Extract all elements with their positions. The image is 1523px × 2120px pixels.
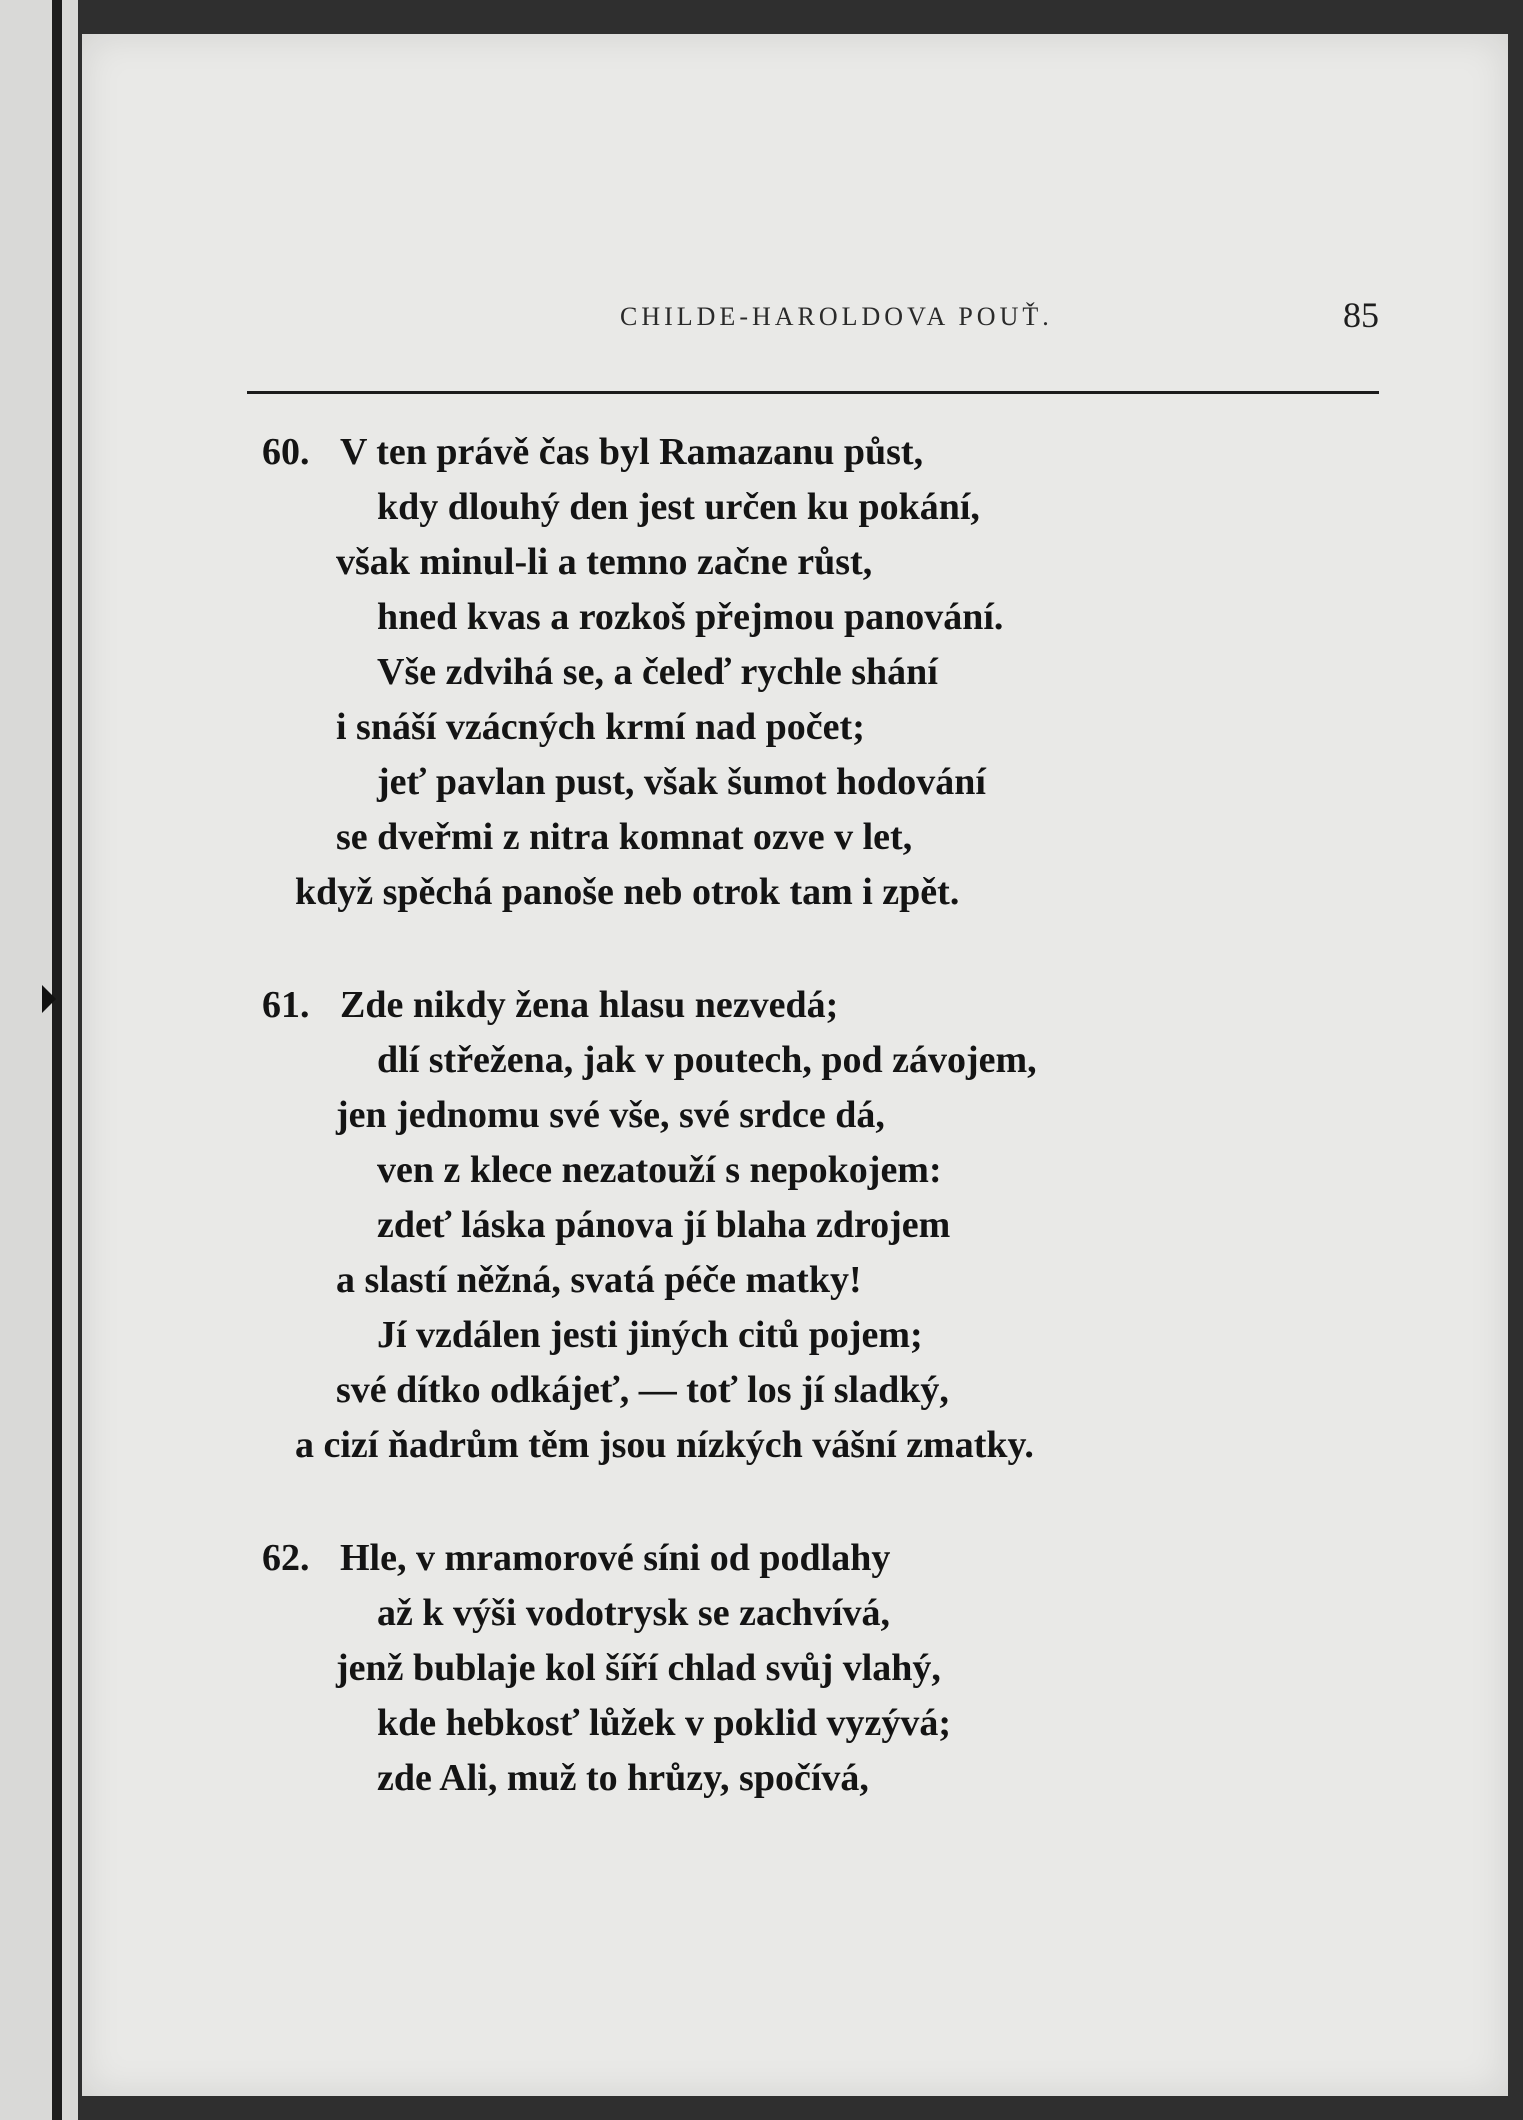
verse-line: jen jednomu své vše, své srdce dá, — [336, 1094, 885, 1136]
running-title: CHILDE-HAROLDOVA POUŤ. — [620, 302, 1053, 331]
header-rule — [247, 391, 1379, 394]
verse-line: zdeť láska pánova jí blaha zdrojem — [377, 1204, 951, 1246]
verse-line: se dveřmi z nitra komnat ozve v let, — [336, 816, 913, 858]
verse-line: Hle, v mramorové síni od podlahy — [340, 1537, 891, 1579]
verse-line: jeť pavlan pust, však šumot hodování — [377, 761, 986, 803]
stanza-number: 61. — [262, 984, 310, 1026]
verse-line: a cizí ňadrům těm jsou nízkých vášní zmatky. — [295, 1424, 1034, 1466]
verse-line: hned kvas a rozkoš přejmou panování. — [377, 596, 1004, 638]
stanza-number: 62. — [262, 1537, 310, 1579]
verse-line: i snáší vzácných krmí nad počet; — [336, 706, 865, 748]
verse-line: kdy dlouhý den jest určen ku pokání, — [377, 486, 980, 528]
verse-line: jenž bublaje kol šíří chlad svůj vlahý, — [336, 1647, 941, 1689]
verse-line: až k výši vodotrysk se zachvívá, — [377, 1592, 890, 1634]
verse-line: kde hebkosť lůžek v poklid vyzývá; — [377, 1702, 952, 1744]
verse-line: Jí vzdálen jesti jiných citů pojem; — [377, 1314, 923, 1356]
page-number: 85 — [1343, 295, 1379, 335]
arrow-marker-icon — [42, 985, 56, 1013]
verse-line: Zde nikdy žena hlasu nezvedá; — [340, 984, 839, 1026]
verse-line: Vše zdvihá se, a čeleď rychle shání — [377, 651, 938, 693]
verse-line: své dítko odkájeť, — toť los jí sladký, — [336, 1369, 949, 1411]
verse-line: zde Ali, muž to hrůzy, spočívá, — [377, 1757, 869, 1799]
book-page — [82, 34, 1508, 2096]
page-header — [247, 295, 1379, 358]
verse-line: když spěchá panoše neb otrok tam i zpět. — [295, 871, 960, 913]
verse-line: a slastí něžná, svatá péče matky! — [336, 1259, 862, 1301]
verse-line: dlí střežena, jak v poutech, pod závojem, — [377, 1039, 1037, 1081]
stanza-number: 60. — [262, 431, 310, 473]
verse-line: však minul-li a temno začne růst, — [336, 541, 873, 583]
verse-line: V ten právě čas byl Ramazanu půst, — [340, 431, 924, 473]
book-gutter — [52, 0, 62, 2120]
previous-page-edge — [0, 0, 78, 2120]
verse-line: ven z klece nezatouží s nepokojem: — [377, 1149, 942, 1191]
